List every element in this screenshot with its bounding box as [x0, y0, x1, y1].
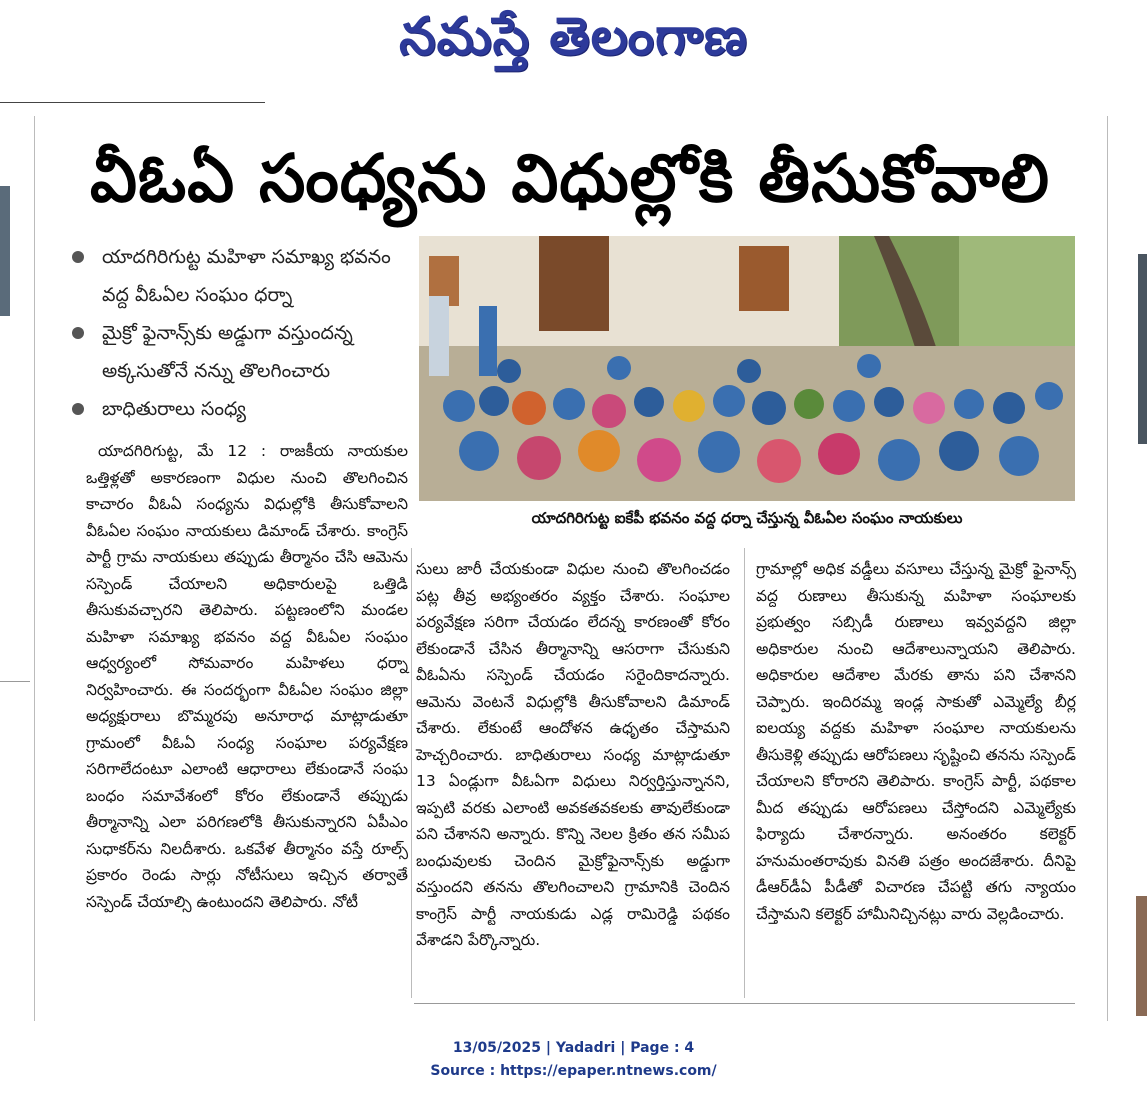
column-divider: [744, 548, 745, 998]
article-column-2: [416, 556, 730, 954]
bullet-text: మైక్రో ఫైనాన్స్‌కు అడ్డుగా వస్తుందన్న అక్కసుతోనే నన్ను తొలగించారు: [102, 322, 353, 382]
column-2-text: సులు జారీ చేయకుండా విధుల నుంచి తొలగించడం పట్ల తీవ్ర అభ్యంతరం వ్యక్తం చేశారు. సంఘాల పర్యవేక్షణ సరిగా చేయడం లేదన్న కారణంతో కోరం లేకుండానే చేసిన తీర్మానాన్ని ఆసరాగా చేసుకుని వీఓఏను సస్పెండ్ చేయడం సరైందికాదన్నారు. ఆమెను వెంటనే విధుల్లోకి తీసుకోవాలని డిమాండ్ చేశారు. లేకుంటే ఆందోళన ఉధృతం చేస్తామని హెచ్చరించారు. బాధితురాలు సంధ్య మాట్లాడుతూ 13 ఏండ్లుగా వీఓఏగా విధులు నిర్వర్తిస్తున్నానని, ఇప్పటి వరకు ఎలాంటి అవకతవకలకు తావులేకుండా పని చేశానని అన్నారు. కొన్ని నెలల క్రితం తన సమీప బంధువులకు చెందిన మైక్రోఫైనాన్స్‌కు అడ్డుగా వస్తుందని తనను తొలగించాలని గ్రామానికి చెందిన కాంగ్రెస్ పార్టీ నాయకుడు ఎడ్ల రామిరెడ్డి పథకం వేశాడని పేర్కొన్నారు.: [416, 560, 730, 949]
bullet-item: [66, 238, 406, 314]
article-column-1: [86, 438, 408, 915]
bullet-icon: [72, 403, 84, 415]
bullet-item: [66, 314, 406, 390]
bullet-icon: [72, 327, 84, 339]
footer-date-line: 13/05/2025 | Yadadri | Page : 4: [452, 1040, 695, 1056]
newspaper-logo: నమస్తే తెలంగాణ: [399, 6, 748, 67]
footer-source-line: Source : https://epaper.ntnews.com/: [430, 1063, 717, 1079]
protest-photo-illustration: [419, 236, 1075, 501]
article-column-3: [756, 556, 1076, 927]
bullet-text: యాదగిరిగుట్ట మహిళా సమాఖ్య భవనం వద్ద వీఓఏల సంఘం ధర్నా: [102, 246, 391, 306]
masthead: [0, 0, 1147, 100]
masthead-rule: [0, 102, 265, 103]
adjacent-article-left-edge: [0, 116, 30, 1021]
photo-caption: యాదగిరిగుట్ట ఐకేపీ భవనం వద్ద ధర్నా చేస్తున్న వీఓఏల సంఘం నాయకులు: [531, 509, 963, 527]
article-bottom-rule: [414, 1003, 1075, 1004]
column-3-text: గ్రామాల్లో అధిక వడ్డీలు వసూలు చేస్తున్న మైక్రో ఫైనాన్స్ వద్ద రుణాలు తీసుకున్న మహిళా సంఘాలకు ప్రభుత్వం సబ్సిడీ రుణాలు ఇవ్వవద్దని జిల్లా అధికారుల నుంచి ఆదేశాలున్నాయని తెలిపారు. అధికారుల ఆదేశాల మేరకు తాను పని చేశానని చెప్పారు. ఇందిరమ్మ ఇండ్ల సాకుతో ఎమ్మెల్యే బీర్ల ఐలయ్య వద్దకు మహిళా సంఘాల నాయకులను తీసుకెళ్లి తప్పుడు ఆరోపణలు సృష్టించి తనను సస్పెండ్ చేయాలని కోరారని తెలిపారు. కాంగ్రెస్ పార్టీ, పథకాల మీద తప్పుడు ఆరోపణలు చేస్తోందని ఎమ్మెల్యేకు ఫిర్యాదు చేశారన్నారు. అనంతరం కలెక్టర్ హనుమంతరావుకు వినతి పత్రం అందజేశారు. దీనిపై డీఆర్‌డీఏ పీడీతో విచారణ చేపట్టి తగు న్యాయం చేస్తామని కలెక్టర్ హామీనిచ్చినట్లు వారు వెల్లడించారు.: [756, 560, 1076, 923]
adjacent-article-right-edge: [1110, 116, 1147, 1021]
summary-bullets: [66, 238, 406, 428]
bullet-icon: [72, 251, 84, 263]
bullet-text: బాధితురాలు సంధ్య: [102, 398, 246, 420]
bullet-item: [66, 390, 406, 428]
headline: వీఓఏ సంధ్యను విధుల్లోకి తీసుకోవాలి: [89, 140, 1051, 217]
column-1-text: యాదగిరిగుట్ట, మే 12 : రాజకీయ నాయకుల ఒత్తిళ్లతో అకారణంగా విధుల నుంచి తొలగించిన కాచారం వీఓఏ సంధ్యను విధుల్లోకి తీసుకోవాలని వీఓఏల సంఘం నాయకులు డిమాండ్ చేశారు. కాంగ్రెస్ పార్టీ గ్రామ నాయకులు తప్పుడు తీర్మానం చేసి ఆమెను సస్పెండ్ చేయాలని అధికారులపై ఒత్తిడి తీసుకువచ్చారని తెలిపారు. పట్టణంలోని మండల మహిళా సమాఖ్య భవనం వద్ద వీఓఏల సంఘం ఆధ్వర్యంలో సోమవారం మహిళలు ధర్నా నిర్వహించారు. ఈ సందర్భంగా వీఓఏల సంఘం జిల్లా అధ్యక్షురాలు బొమ్మరపు అనూరాధ మాట్లాడుతూ గ్రామంలో వీఓఏ సంధ్య సంఘాల పర్యవేక్షణ సరిగాలేదంటూ ఎలాంటి ఆధారాలు లేకుండానే సంఘ బంధం సమావేశంలో కోరం లేకుండానే తప్పుడు తీర్మానాన్ని ఎలా పరిగణలోకి తీసుకున్నారని ఏపీఎం సుధాకర్‌ను నిలదీశారు. ఒకవేళ తీర్మానం వస్తే రూల్స్ ప్రకారం రెండు సార్లు నోటీసులు ఇచ్చిన తర్వాతే సస్పెండ్ చేయాల్సి ఉంటుందని తెలిపారు. నోటీ: [86, 442, 408, 911]
column-divider: [411, 548, 412, 998]
news-photo: [419, 236, 1075, 501]
